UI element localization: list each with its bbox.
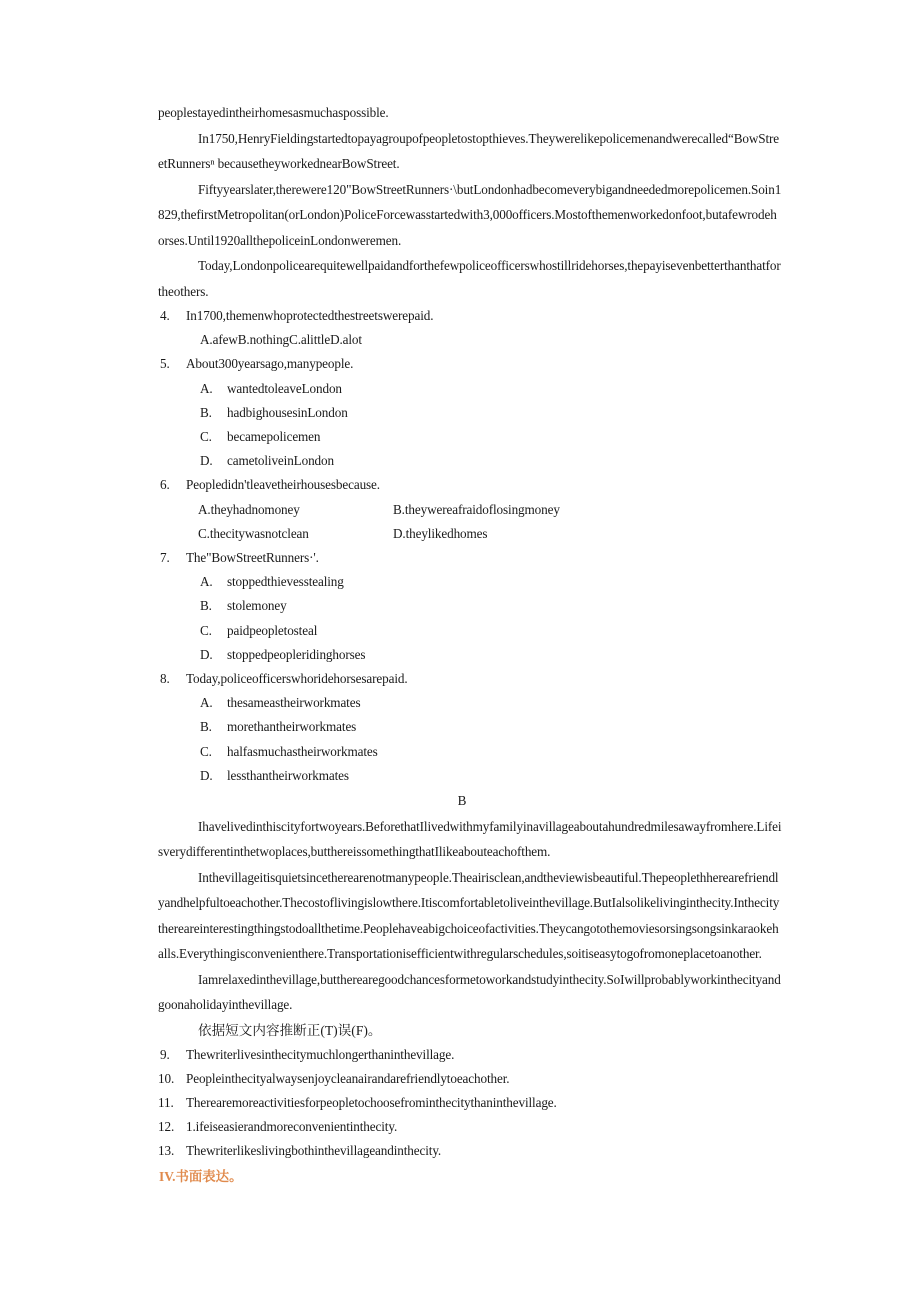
option-text: becamepolicemen <box>227 429 321 445</box>
option-item[interactable] <box>158 377 782 401</box>
option-text: stoppedpeopleridinghorses <box>227 646 366 662</box>
option-text-left[interactable]: A.theyhadnomoney <box>198 501 300 517</box>
option-letter: D. <box>200 646 213 662</box>
question-stem: Therearemoreactivitiesforpeopletochoosefrominthecitythaninthevillage. <box>186 1094 557 1110</box>
option-text-left[interactable]: C.thecitywasnotclean <box>198 525 309 541</box>
option-letter: A. <box>200 574 213 590</box>
question-number: 11. <box>158 1094 174 1110</box>
question-item-10[interactable] <box>158 1067 782 1091</box>
question-stem: Thewriterlivesinthecitymuchlongerthaninthevillage. <box>186 1046 455 1062</box>
option-text: cametoliveinLondon <box>227 453 334 469</box>
option-item[interactable] <box>158 594 782 618</box>
option-item[interactable] <box>158 425 782 449</box>
question-item-13[interactable] <box>158 1139 782 1163</box>
option-text: stolemoney <box>227 598 287 614</box>
question-stem: Peopledidn'tleavetheirhousesbecause. <box>186 477 380 493</box>
question-item-9[interactable] <box>158 1043 782 1067</box>
passage-a-paragraph-4: Today,Londonpolicearequitewellpaidandforthefewpoliceofficerswhostillridehorses,thepayisevenbetterthanthatfortheothers. <box>158 258 781 299</box>
question-item-11[interactable] <box>158 1091 782 1115</box>
passage-a-paragraph-3: Fiftyyearslater,therewere120"BowStreetRunners·\butLondonhadbecomeverybigandneededmorepolicemen.Soin1829,thefirstMetropolitan(orLondon)PoliceForcewasstartedwith3,000officers.Mostofthemenworkedonfoot,butafewrodehorses.Until1920allthepoliceinLondonweremen. <box>158 181 782 248</box>
option-letter: B. <box>200 404 212 420</box>
option-text: lessthantheirworkmates <box>227 767 349 783</box>
question-number: 7. <box>160 550 170 566</box>
question-item-5[interactable] <box>158 352 782 376</box>
option-item[interactable] <box>158 764 782 788</box>
section-b-heading: B <box>457 793 467 809</box>
question-item-4[interactable] <box>158 304 782 328</box>
option-letter: B. <box>200 598 212 614</box>
section-heading-written-expression: IV.书面表达。 <box>159 1168 243 1184</box>
question-number: 6. <box>160 477 170 493</box>
question-number: 13. <box>158 1143 175 1159</box>
option-text-right[interactable]: D.theylikedhomes <box>393 525 488 541</box>
option-text: halfasmuchastheirworkmates <box>227 743 378 759</box>
question-item-12[interactable] <box>158 1115 782 1139</box>
question-number: 12. <box>158 1119 175 1135</box>
option-letter: D. <box>200 453 213 469</box>
passage-b-paragraph-2: Inthevillageitisquietsincetherearenotmanypeople.Theairisclean,andtheviewisbeautiful.Thepeoplethherearefriendlyandhelpfultoeachother.Thecostoflivingislowthere.Itiscomfortabletoliveinthevillage.ButIalsolikelivinginthecity.Inthecitythereareinterestingthingstodoallthetime.Peoplehaveabigchoiceofactivities.Theycangotothemoviesorsingsongsinkaraokehalls.Everythingisconvenienthere.Transportationisefficientwithregularschedules,soitiseasytogofromoneplacetoanother. <box>158 869 780 962</box>
option-letter: A. <box>200 380 213 396</box>
document-content <box>158 100 782 1189</box>
instruction-true-false: 依据短文内容推断正(T)误(F)。 <box>198 1022 382 1038</box>
option-row-two-column[interactable] <box>158 498 782 522</box>
question-item-6[interactable] <box>158 473 782 497</box>
passage-b-paragraph-1: Ihavelivedinthiscityfortwoyears.BeforethatIlivedwithmyfamilyinavillageaboutahundredmilesawayfromhere.Lifeisverydifferentinthetwoplaces,butthereissomethingthatIlikeabouteachofthem. <box>158 818 782 860</box>
question-stem: Peopleinthecityalwaysenjoycleanairandarefriendlytoeachother. <box>186 1070 510 1086</box>
passage-b-paragraph-3: Iamrelaxedinthevillage,buttherearegoodchancesformetoworkandstudyinthecity.SoIwillprobablyworkinthecityandgoonaholidayinthevillage. <box>158 971 781 1013</box>
passage-a-paragraph-1: peoplestayedintheirhomesasmuchaspossible. <box>158 105 389 120</box>
question-stem: In1700,themenwhoprotectedthestreetswerepaid. <box>186 308 434 323</box>
option-item[interactable] <box>158 715 782 739</box>
question-4-options-inline[interactable]: A.afewB.nothingC.alittleD.alot <box>200 332 362 348</box>
passage-a-paragraph-2: In1750,HenryFieldingstartedtopayagroupofpeopletostopthieves.Theywerelikepolicemenandwerecalled“BowStreetRunnersⁿ becausetheyworkednearBowStreet. <box>158 130 780 171</box>
question-stem: About300yearsago,manypeople. <box>186 356 354 372</box>
question-stem: The"BowStreetRunners·'. <box>186 550 319 566</box>
question-stem: Thewriterlikeslivingbothinthevillageandinthecity. <box>186 1143 442 1159</box>
option-item[interactable] <box>158 401 782 425</box>
option-letter: C. <box>200 429 212 445</box>
question-number: 10. <box>158 1070 175 1086</box>
question-number: 9. <box>160 1046 170 1062</box>
question-number: 5. <box>160 356 170 372</box>
option-item[interactable] <box>158 643 782 667</box>
option-letter: B. <box>200 719 212 735</box>
option-letter: C. <box>200 622 212 638</box>
option-item[interactable] <box>158 619 782 643</box>
question-stem: Today,policeofficerswhoridehorsesarepaid. <box>186 671 408 687</box>
question-stem: 1.ifeiseasierandmoreconvenientinthecity. <box>186 1119 398 1135</box>
option-text: paidpeopletosteal <box>227 622 318 638</box>
option-letter: D. <box>200 767 213 783</box>
option-text: thesameastheirworkmates <box>227 695 361 711</box>
option-item[interactable] <box>158 740 782 764</box>
option-text: stoppedthievesstealing <box>227 574 344 590</box>
question-number: 4. <box>160 308 170 323</box>
option-text: wantedtoleaveLondon <box>227 380 342 396</box>
option-text-right[interactable]: B.theywereafraidoflosingmoney <box>393 501 560 517</box>
option-letter: C. <box>200 743 212 759</box>
question-number: 8. <box>160 671 170 687</box>
option-letter: A. <box>200 695 213 711</box>
option-item[interactable] <box>158 570 782 594</box>
question-item-7[interactable] <box>158 546 782 570</box>
question-item-8[interactable] <box>158 667 782 691</box>
option-text: morethantheirworkmates <box>227 719 357 735</box>
option-item[interactable] <box>158 691 782 715</box>
option-text: hadbighousesinLondon <box>227 404 348 420</box>
option-row-two-column[interactable] <box>158 522 782 546</box>
option-item[interactable] <box>158 449 782 473</box>
